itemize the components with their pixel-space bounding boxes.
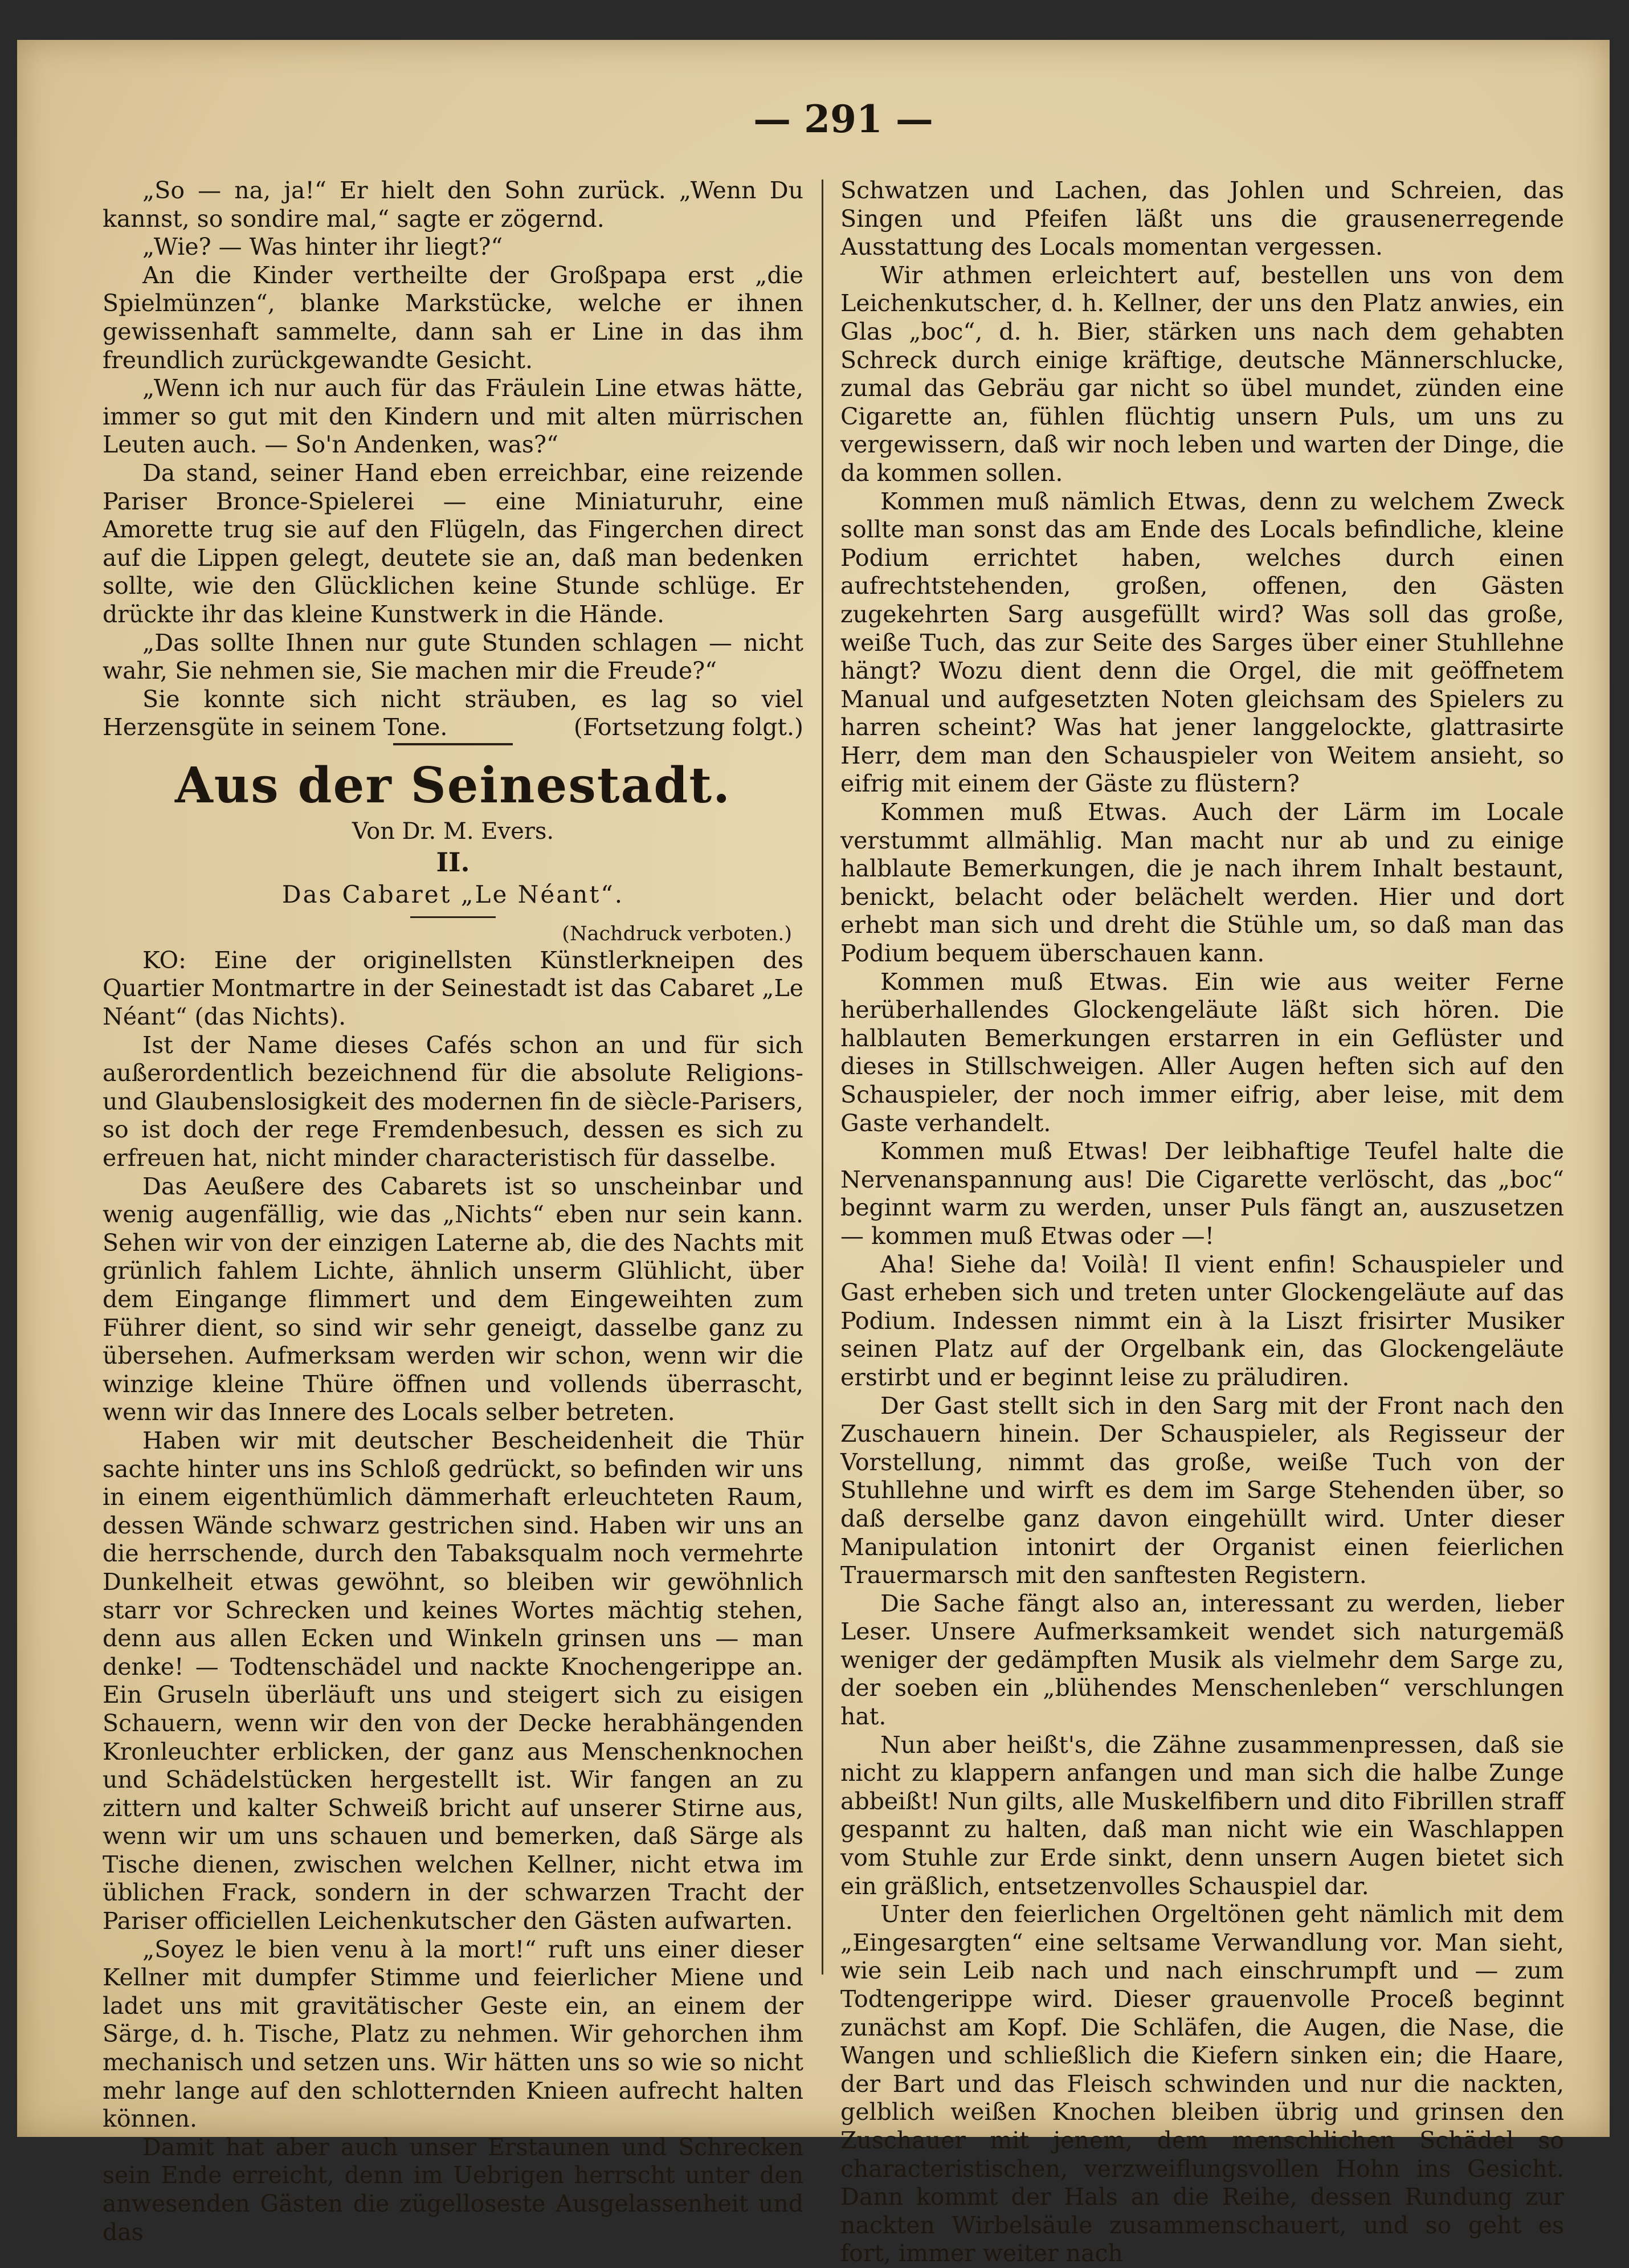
- left-column: [103, 177, 803, 2246]
- subtitle-separator: [410, 916, 496, 918]
- newspaper-page: [17, 40, 1610, 2267]
- story-paragraph-6: „Das sollte Ihnen nur gute Stunden schlagen — nicht wahr, Sie nehmen sie, Sie machen mir die Freude?“: [103, 629, 803, 685]
- right-paragraph-1: Schwatzen und Lachen, das Johlen und Schreien, das Singen und Pfeifen läßt uns die grausenerregende Ausstattung des Locals momentan vergessen.: [840, 177, 1564, 261]
- story-last-text: Sie konnte sich nicht sträuben, es lag so viel Herzensgüte in seinem Tone.: [103, 685, 803, 741]
- column-divider: [822, 180, 823, 1975]
- article-paragraph-5: „Soyez le bien venu à la mort!“ ruft uns einer dieser Kellner mit dumpfer Stimme und feierlicher Miene und ladet uns mit gravitätischer Geste ein, an einem der Särge, d. h. Tische, Platz zu nehmen. Wir gehorchen ihm mechanisch und setzen uns. Wir hätten uns so wie so nicht mehr lange auf den schlotternden Knieen aufrecht halten können.: [103, 1935, 803, 2133]
- right-paragraph-4: Kommen muß Etwas. Auch der Lärm im Locale verstummt allmählig. Man macht nur ab und zu einige halblaute Bemerkungen, die je nach ihrem Inhalt bestaunt, benickt, belacht oder belächelt werden. Hier und dort erhebt man sich und dreht die Stühle um, so daß man das Podium bequem überschauen kann.: [840, 798, 1564, 968]
- story-paragraph-4: „Wenn ich nur auch für das Fräulein Line etwas hätte, immer so gut mit den Kindern und mit alten mürrischen Leuten auch. — So'n Andenken, was?“: [103, 374, 803, 459]
- article-title: Aus der Seinestadt.: [174, 756, 732, 814]
- article-byline: Von Dr. M. Evers.: [352, 818, 554, 845]
- story-paragraph-7: [103, 686, 803, 742]
- right-paragraph-7: Aha! Siehe da! Voilà! Il vient enfin! Schauspieler und Gast erheben sich und treten unter Glockengeläute auf das Podium. Indessen nimmt ein à la Liszt frisirter Musiker seinen Platz auf der Orgelbank ein, das Glockengeläute erstirbt und er beginnt leise zu präludiren.: [840, 1250, 1564, 1391]
- right-paragraph-8: Der Gast stellt sich in den Sarg mit der Front nach den Zuschauern hinein. Der Schauspieler, als Regisseur der Vorstellung, nimmt das große, weiße Tuch von der Stuhllehne und wirft es dem im Sarge Stehenden über, so daß derselbe ganz davon eingehüllt wird. Unter dieser Manipulation intonirt der Organist einen feierlichen Trauermarsch mit den sanftesten Registern.: [840, 1392, 1564, 1589]
- page-number: — 291 —: [753, 97, 933, 141]
- right-paragraph-2: Wir athmen erleichtert auf, bestellen uns von dem Leichenkutscher, d. h. Kellner, der uns den Platz anwies, ein Glas „boc“, d. h. Bier, stärken uns nach dem gehabten Schreck durch einige kräftige, deutsche Männerschlucke, zumal das Gebräu gar nicht so übel mundet, zünden eine Cigarette an, fühlen flüchtig unsern Puls, um uns zu vergewissern, daß wir noch leben und warten der Dinge, die da kommen sollen.: [840, 261, 1564, 487]
- right-column: [840, 177, 1564, 2268]
- story-paragraph-5: Da stand, seiner Hand eben erreichbar, eine reizende Pariser Bronce-Spielerei — eine Miniaturuhr, eine Amorette trug sie auf den Flügeln, das Fingerchen direct auf die Lippen gelegt, deutete sie an, daß man bedenken sollte, wie den Glücklichen keine Stunde schlüge. Er drückte ihr das kleine Kunstwerk in die Hände.: [103, 459, 803, 628]
- right-paragraph-6: Kommen muß Etwas! Der leibhaftige Teufel halte die Nervenanspannung aus! Die Cigarette verlöscht, das „boc“ beginnt warm zu werden, unser Puls fängt an, auszusetzen — kommen muß Etwas oder —!: [840, 1137, 1564, 1250]
- right-paragraph-3: Kommen muß nämlich Etwas, denn zu welchem Zweck sollte man sonst das am Ende des Locals befindliche, kleine Podium errichtet haben, welches durch einen aufrechtstehenden, großen, offenen, den Gästen zugekehrten Sarg ausgefüllt wird? Was soll das große, weiße Tuch, das zur Seite des Sarges über einer Stuhllehne hängt? Wozu dient denn die Orgel, die mit geöffnetem Manual und aufgesetzten Noten gleichsam des Spielers zu harren scheint? Was hat jener langgelockte, glattrasirte Herr, dem man den Schauspieler von Weitem ansieht, so eifrig mit einem der Gäste zu flüstern?: [840, 487, 1564, 798]
- story-paragraph-3: An die Kinder vertheilte der Großpapa erst „die Spielmünzen“, blanke Markstücke, welche er ihnen gewissenhaft sammelte, dann sah er Line in das ihm freundlich zurückgewandte Gesicht.: [103, 261, 803, 374]
- right-paragraph-5: Kommen muß Etwas. Ein wie aus weiter Ferne herüberhallendes Glockengeläute läßt sich hören. Die halblauten Bemerkungen erstarren in ein Geflüster und dieses in Stillschweigen. Aller Augen heften sich auf den Schauspieler, der noch immer eifrig, aber leise, mit dem Gaste verhandelt.: [840, 968, 1564, 1137]
- article-paragraph-2: Ist der Name dieses Cafés schon an und für sich außerordentlich bezeichnend für die absolute Religions- und Glaubenslosigkeit des modernen fin de siècle-Parisers, so ist doch der rege Fremdenbesuch, dessen es sich zu erfreuen hat, nicht minder characteristisch für dasselbe.: [103, 1031, 803, 1172]
- right-paragraph-10: Nun aber heißt's, die Zähne zusammenpressen, daß sie nicht zu klappern anfangen und man sich die halbe Zunge abbeißt! Nun gilts, alle Muskelfibern und dito Fibrillen straff gespannt zu halten, daß man nicht wie ein Waschlappen vom Stuhle zur Erde sinkt, denn unsern Augen bietet sich ein gräßlich, entsetzenvolles Schauspiel dar.: [840, 1731, 1564, 1900]
- article-paragraph-1: KO: Eine der originellsten Künstlerkneipen des Quartier Montmartre in der Seinestadt ist das Cabaret „Le Néant“ (das Nichts).: [103, 946, 803, 1031]
- reprint-notice: (Nachdruck verboten.): [562, 922, 792, 945]
- story-paragraph-2: „Wie? — Was hinter ihr liegt?“: [142, 233, 503, 261]
- article-part-number: II.: [436, 846, 470, 878]
- article-paragraph-6: Damit hat aber auch unser Erstaunen und Schrecken sein Ende erreicht, denn im Uebrigen herrscht unter den anwesenden Gästen die zügelloseste Ausgelassenheit und das: [103, 2133, 803, 2246]
- continued-note: (Fortsetzung folgt.): [573, 713, 803, 741]
- right-paragraph-9: Die Sache fängt also an, interessant zu werden, lieber Leser. Unsere Aufmerksamkeit wendet sich naturgemäß weniger der gedämpften Musik als vielmehr dem Sarge zu, der soeben ein „blühendes Menschenleben“ verschlungen hat.: [840, 1589, 1564, 1731]
- section-separator: [393, 743, 513, 745]
- article-subtitle: Das Cabaret „Le Néant“.: [281, 880, 624, 908]
- article-paragraph-4: Haben wir mit deutscher Bescheidenheit die Thür sachte hinter uns ins Schloß gedrückt, so befinden wir uns in einem eigenthümlich dämmerhaft erleuchteten Raum, dessen Wände schwarz gestrichen sind. Haben wir uns an die herrschende, durch den Tabaksqualm noch vermehrte Dunkelheit etwas gewöhnt, so bleiben wir gewöhnlich starr vor Schrecken und keines Wortes mächtig stehen, denn aus allen Ecken und Winkeln grinsen uns — man denke! — Todtenschädel und nackte Knochengerippe an. Ein Gruseln überläuft uns und steigert sich zu eisigen Schauern, wenn wir den von der Decke herabhängenden Kronleuchter erblicken, der ganz aus Menschenknochen und Schädelstücken hergestellt ist. Wir fangen an zu zittern und kalter Schweiß bricht auf unserer Stirne aus, wenn wir um uns schauen und bemerken, daß Särge als Tische dienen, zwischen welchen Kellner, nicht etwa im üblichen Frack, sondern in der schwarzen Tracht der Pariser officiellen Leichenkutscher den Gästen aufwarten.: [103, 1426, 803, 1935]
- right-paragraph-11: Unter den feierlichen Orgeltönen geht nämlich mit dem „Eingesargten“ eine seltsame Verwandlung vor. Man sieht, wie sein Leib nach und nach einschrumpft und — zum Todtengerippe wird. Dieser grauenvolle Proceß beginnt zunächst am Kopf. Die Schläfen, die Augen, die Nase, die Wangen und schließlich die Kiefern sinken ein; die Haare, der Bart und das Fleisch schwinden und nur die nackten, gelblich weißen Knochen bleiben übrig und grinsen den Zuschauer mit jenem, dem menschlichen Schädel so characteristischen, verzweiflungsvollen Hohn ins Gesicht. Dann kommt der Hals an die Reihe, dessen Rundung zur nackten Wirbelsäule zusammenschauert, und so geht es fort, immer weiter nach: [840, 1900, 1564, 2267]
- story-paragraph-1: „So — na, ja!“ Er hielt den Sohn zurück. „Wenn Du kannst, so sondire mal,“ sagte er zögernd.: [103, 177, 803, 232]
- article-paragraph-3: Das Aeußere des Cabarets ist so unscheinbar und wenig augenfällig, wie das „Nichts“ eben nur sein kann. Sehen wir von der einzigen Laterne ab, die des Nachts mit grünlich fahlem Lichte, ähnlich unserm Glühlicht, über dem Eingange flimmert und dem Eingeweihten zum Führer dient, so sind wir sehr geneigt, dasselbe ganz zu übersehen. Aufmerksam werden wir schon, wenn wir die winzige kleine Thüre öffnen und vollends überrascht, wenn wir das Innere des Locals selber betreten.: [103, 1172, 803, 1426]
